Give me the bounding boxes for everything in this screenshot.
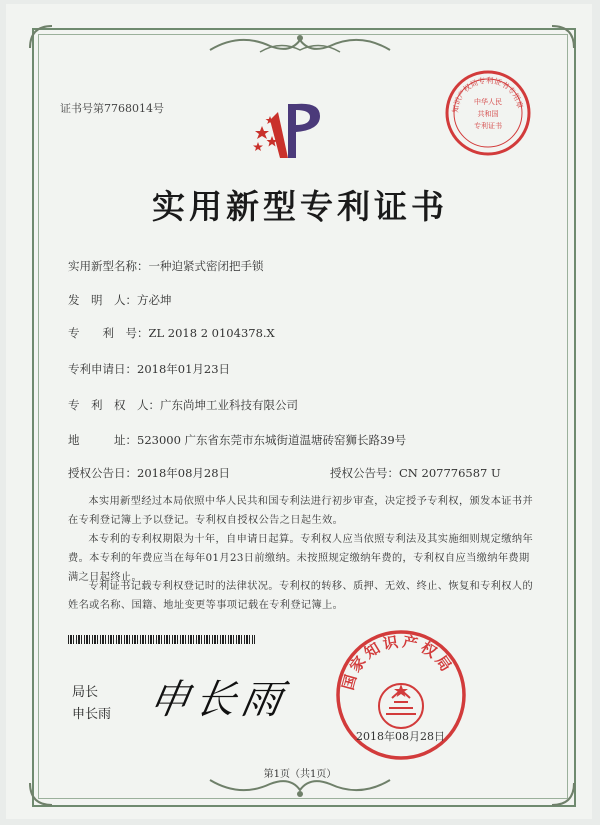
- field-inventor-value: 方必坤: [137, 293, 172, 307]
- field-patentee-row: [68, 397, 298, 413]
- patent-office-logo-icon: [250, 98, 330, 164]
- field-patent-number-label: 专 利 号：: [68, 326, 149, 340]
- field-name-value: 一种迫紧式密闭把手锁: [148, 259, 264, 273]
- top-seal-inner-line-3: 专利证书: [474, 122, 502, 130]
- barcode: [68, 635, 255, 644]
- signatory-title: 局长: [72, 684, 99, 699]
- signatory-name: 申长雨: [72, 706, 112, 721]
- main-seal-ring-text: 国家知识产权局: [338, 632, 457, 692]
- grant-number-value: CN 207776587 U: [399, 466, 501, 480]
- top-seal: [443, 68, 533, 158]
- grant-number-label: 授权公告号：: [330, 466, 399, 480]
- field-patent-number-value: ZL 2018 2 0104378.X: [148, 326, 275, 340]
- field-address-row: [68, 432, 406, 448]
- ornament-corner-tl: [28, 24, 54, 50]
- grant-date-value: 2018年08月28日: [137, 466, 231, 480]
- field-filing-date-value: 2018年01月23日: [137, 362, 231, 376]
- seal-date: 2018年08月28日: [356, 730, 445, 743]
- ornament-corner-br: [550, 781, 576, 807]
- field-address-value: 523000 广东省东莞市东城街道温塘砖窑狮长路39号: [137, 433, 407, 447]
- field-name-label: 实用新型名称：: [68, 259, 149, 273]
- field-inventor-label: 发 明 人：: [68, 293, 137, 307]
- handwritten-signature: [145, 668, 293, 725]
- grant-number-row: [330, 465, 501, 481]
- signature-script-text: 申长雨: [145, 677, 292, 723]
- field-patent-number-row: [68, 325, 275, 341]
- field-filing-date-row: [68, 361, 230, 377]
- page-indicator: 第1页（共1页）: [263, 769, 337, 780]
- certificate-number: 证书号第7768014号: [60, 102, 164, 115]
- field-patentee-value: 广东尚坤工业科技有限公司: [160, 398, 298, 412]
- ornament-corner-tr: [550, 24, 576, 50]
- field-address-label: 地 址：: [68, 433, 137, 447]
- grant-date-row: [68, 465, 230, 481]
- field-patentee-label: 专 利 权 人：: [68, 398, 160, 412]
- field-filing-date-label: 专利申请日：: [68, 362, 137, 376]
- ornament-top: [200, 30, 400, 58]
- top-seal-inner-line-1: 中华人民: [474, 98, 502, 106]
- certificate-title: 实用新型专利证书: [152, 187, 448, 226]
- paragraph-grant-statement: 本实用新型经过本局依照中华人民共和国专利法进行初步审查，决定授予专利权，颁发本证书并在专利登记簿上予以登记。专利权自授权公告之日起生效。: [68, 496, 534, 526]
- ornament-corner-bl: [28, 781, 54, 807]
- top-seal-inner-line-2: 共和国: [477, 110, 499, 118]
- grant-date-label: 授权公告日：: [68, 466, 137, 480]
- paragraph-term-fees: 本专利的专利权期限为十年，自申请日起算。专利权人应当依照专利法及其实施细则规定缴纳年费。本专利的年费应当在每年01月23日前缴纳。未按照规定缴纳年费的，专利权自应当缴纳年费期满之日起终止。: [68, 534, 534, 583]
- svg-text:国家知识产权局: [339, 632, 457, 692]
- field-inventor-row: [68, 292, 172, 308]
- field-name-row: [68, 258, 264, 274]
- top-seal-ring-text: 知识产权局专利证书专用章: [450, 75, 525, 114]
- paragraph-legal-status: 专利证书记载专利权登记时的法律状况。专利权的转移、质押、无效、终止、恢复和专利权人的姓名或名称、国籍、地址变更等事项记载在专利登记簿上。: [68, 581, 534, 611]
